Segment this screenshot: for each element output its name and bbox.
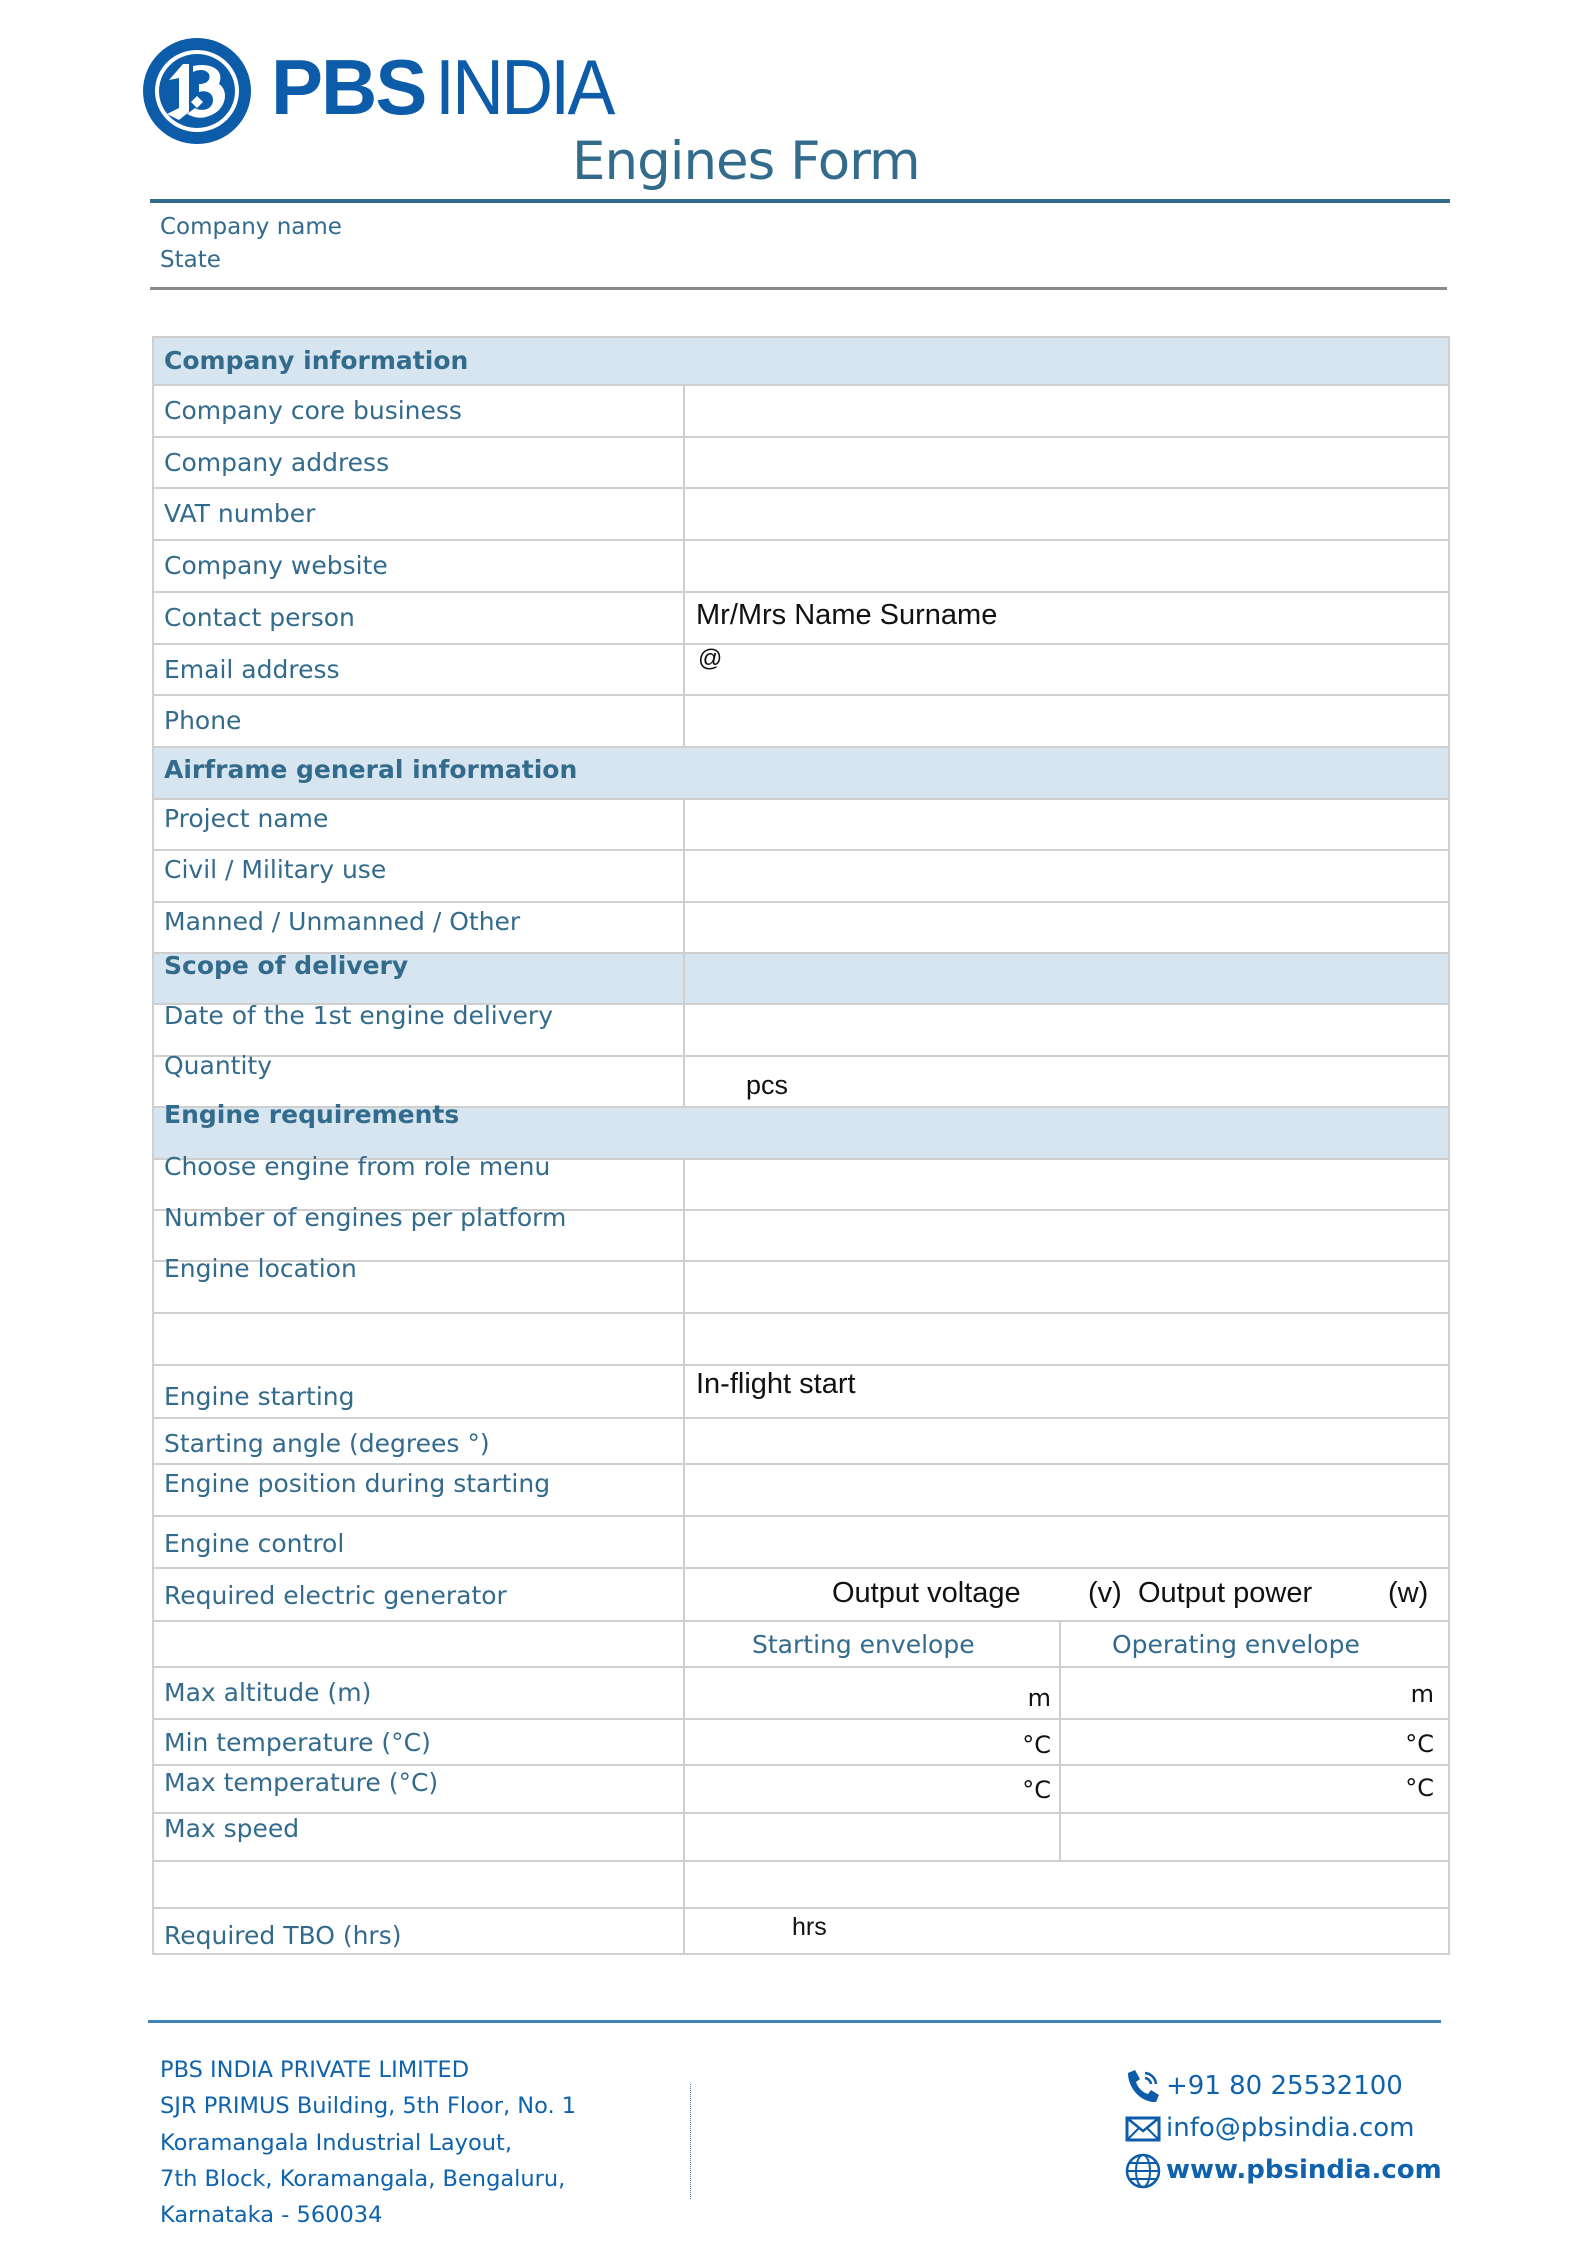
column-divider — [683, 1419, 685, 1463]
title-divider — [150, 199, 1450, 203]
email-text: info@pbsindia.com — [1166, 2113, 1415, 2143]
form-row-phone[interactable] — [154, 694, 1448, 746]
form-row-blank[interactable] — [154, 1312, 1448, 1364]
column-divider — [683, 800, 685, 849]
footer-website[interactable] — [1124, 2150, 1442, 2190]
envelope-row-max-temperature[interactable] — [154, 1764, 1448, 1812]
meta-divider — [150, 287, 1447, 290]
address-line: Koramangala Industrial Layout, — [160, 2129, 512, 2156]
section-title: Engine requirements — [164, 1100, 460, 1129]
field-label: Phone — [164, 706, 242, 735]
form-row-engines-per-platform[interactable] — [154, 1203, 1448, 1260]
field-label: VAT number — [164, 499, 316, 528]
operating-envelope-header: Operating envelope — [1112, 1630, 1360, 1659]
field-label: Min temperature (°C) — [164, 1728, 431, 1757]
quantity-unit: pcs — [746, 1070, 789, 1100]
form-row-first-delivery-date[interactable] — [154, 1003, 1448, 1055]
form-row-blank-2[interactable] — [154, 1860, 1448, 1907]
output-voltage-unit: (v) — [1088, 1577, 1122, 1609]
form-row-electric-generator[interactable] — [154, 1567, 1448, 1620]
field-label: Max temperature (°C) — [164, 1768, 439, 1797]
column-divider — [683, 1569, 685, 1620]
website-text: www.pbsindia.com — [1166, 2155, 1442, 2185]
field-label: Project name — [164, 804, 329, 833]
column-divider — [683, 1262, 685, 1312]
column-divider — [683, 438, 685, 487]
column-divider — [683, 1622, 685, 1666]
form-row-quantity[interactable] — [154, 1051, 1448, 1106]
tbo-unit: hrs — [792, 1913, 827, 1941]
form-row-engine-starting[interactable] — [154, 1364, 1448, 1417]
starting-altitude-unit: m — [1027, 1684, 1051, 1712]
form-row-vat-number[interactable] — [154, 487, 1448, 539]
output-power-unit: (w) — [1388, 1577, 1429, 1609]
globe-icon — [1124, 2151, 1162, 2189]
address-line: 7th Block, Koramangala, Bengaluru, — [160, 2165, 566, 2192]
mail-icon — [1124, 2109, 1162, 2147]
form-row-required-tbo[interactable] — [154, 1907, 1448, 1953]
column-divider — [683, 1766, 685, 1812]
brand-light: INDIA — [435, 43, 613, 131]
column-divider — [683, 1720, 685, 1764]
column-divider — [683, 696, 685, 746]
engine-starting-value[interactable]: In-flight start — [696, 1368, 856, 1400]
company-address-block — [160, 2052, 576, 2233]
field-label: Company address — [164, 448, 390, 477]
column-divider — [683, 1668, 685, 1718]
page-title: Engines Form — [572, 131, 920, 192]
output-power-label: Output power — [1138, 1577, 1313, 1609]
column-divider — [683, 1814, 685, 1860]
field-label: Date of the 1st engine delivery — [164, 1001, 554, 1030]
operating-altitude-unit: m — [1410, 1680, 1434, 1708]
column-divider — [683, 1366, 685, 1417]
starting-envelope-header: Starting envelope — [752, 1630, 975, 1659]
column-divider — [683, 541, 685, 591]
column-divider — [683, 851, 685, 901]
section-title: Company information — [164, 346, 469, 375]
form-row-engine-location[interactable] — [154, 1254, 1448, 1312]
form-row-company-website[interactable] — [154, 539, 1448, 591]
form-row-contact-person[interactable] — [154, 591, 1448, 643]
envelope-header-row — [154, 1620, 1448, 1666]
operating-max-temp-unit: °C — [1405, 1774, 1434, 1802]
field-label: Max speed — [164, 1814, 300, 1843]
section-airframe — [154, 746, 1448, 798]
field-label: Starting angle (degrees °) — [164, 1429, 490, 1458]
footer-phone[interactable] — [1124, 2066, 1403, 2106]
section-title: Airframe general information — [164, 755, 578, 784]
envelope-row-max-speed[interactable] — [154, 1812, 1448, 1860]
column-divider — [683, 1160, 685, 1209]
section-engine-requirements — [154, 1100, 1448, 1158]
column-divider — [683, 645, 685, 694]
section-title: Scope of delivery — [164, 951, 409, 980]
section-company-information — [154, 336, 1448, 384]
column-divider — [683, 1517, 685, 1567]
column-divider — [1059, 1814, 1061, 1860]
field-label: Choose engine from role menu — [164, 1152, 551, 1181]
column-divider — [683, 1314, 685, 1364]
form-row-manned-unmanned[interactable] — [154, 901, 1448, 952]
form-row-engine-control[interactable] — [154, 1515, 1448, 1567]
state-label: State — [160, 247, 221, 273]
column-divider — [683, 1862, 685, 1907]
column-divider — [683, 593, 685, 643]
form-row-core-business[interactable] — [154, 384, 1448, 436]
column-divider — [683, 1057, 685, 1106]
field-label: Engine starting — [164, 1382, 355, 1411]
output-voltage-label: Output voltage — [832, 1577, 1021, 1609]
form-row-email-address[interactable] — [154, 643, 1448, 694]
address-line: PBS INDIA PRIVATE LIMITED — [160, 2057, 470, 2083]
field-label: Email address — [164, 655, 340, 684]
column-divider — [1059, 1622, 1061, 1666]
column-divider — [683, 1211, 685, 1260]
phone-icon — [1124, 2067, 1162, 2105]
company-name-label: Company name — [160, 214, 342, 240]
envelope-row-max-altitude[interactable] — [154, 1666, 1448, 1718]
form-row-civil-military[interactable] — [154, 849, 1448, 901]
form-row-choose-engine[interactable] — [154, 1152, 1448, 1209]
form-row-company-address[interactable] — [154, 436, 1448, 487]
column-divider — [683, 1005, 685, 1055]
footer-dotted-separator — [690, 2084, 691, 2199]
column-divider — [1059, 1720, 1061, 1764]
column-divider — [683, 954, 685, 1003]
brand-wordmark — [271, 43, 628, 131]
column-divider — [1059, 1668, 1061, 1718]
field-label: Engine control — [164, 1529, 345, 1558]
field-label: Company website — [164, 551, 388, 580]
footer-divider — [148, 2020, 1441, 2023]
form-row-engine-position[interactable] — [154, 1463, 1448, 1515]
column-divider — [1059, 1766, 1061, 1812]
phone-text: +91 80 25532100 — [1166, 2071, 1403, 2101]
email-value[interactable]: @ — [698, 645, 723, 672]
footer-email[interactable] — [1124, 2108, 1414, 2148]
section-scope-of-delivery — [154, 952, 1448, 1003]
pbs-logo-icon — [139, 34, 255, 148]
field-label: Civil / Military use — [164, 855, 387, 884]
column-divider — [683, 1909, 685, 1953]
field-label: Engine location — [164, 1254, 357, 1283]
field-label: Manned / Unmanned / Other — [164, 907, 521, 936]
contact-person-value[interactable]: Mr/Mrs Name Surname — [696, 599, 998, 631]
column-divider — [683, 489, 685, 539]
column-divider — [683, 903, 685, 952]
field-label: Number of engines per platform — [164, 1203, 567, 1232]
starting-max-temp-unit: °C — [1022, 1776, 1051, 1804]
form-row-starting-angle[interactable] — [154, 1417, 1448, 1463]
brand-bold: PBS — [271, 43, 426, 131]
operating-min-temp-unit: °C — [1405, 1730, 1434, 1758]
address-line: Karnataka - 560034 — [160, 2202, 383, 2229]
field-label: Max altitude (m) — [164, 1678, 372, 1707]
field-label: Required TBO (hrs) — [164, 1921, 402, 1950]
field-label: Contact person — [164, 603, 355, 632]
field-label: Engine position during starting — [164, 1469, 551, 1498]
field-label: Required electric generator — [164, 1581, 507, 1610]
column-divider — [683, 1465, 685, 1515]
envelope-row-min-temperature[interactable] — [154, 1718, 1448, 1764]
field-label: Quantity — [164, 1051, 273, 1080]
field-label: Company core business — [164, 396, 462, 425]
address-line: SJR PRIMUS Building, 5th Floor, No. 1 — [160, 2093, 577, 2120]
column-divider — [683, 386, 685, 436]
engines-form-table — [152, 336, 1450, 1955]
form-row-project-name[interactable] — [154, 798, 1448, 849]
starting-min-temp-unit: °C — [1022, 1731, 1051, 1759]
